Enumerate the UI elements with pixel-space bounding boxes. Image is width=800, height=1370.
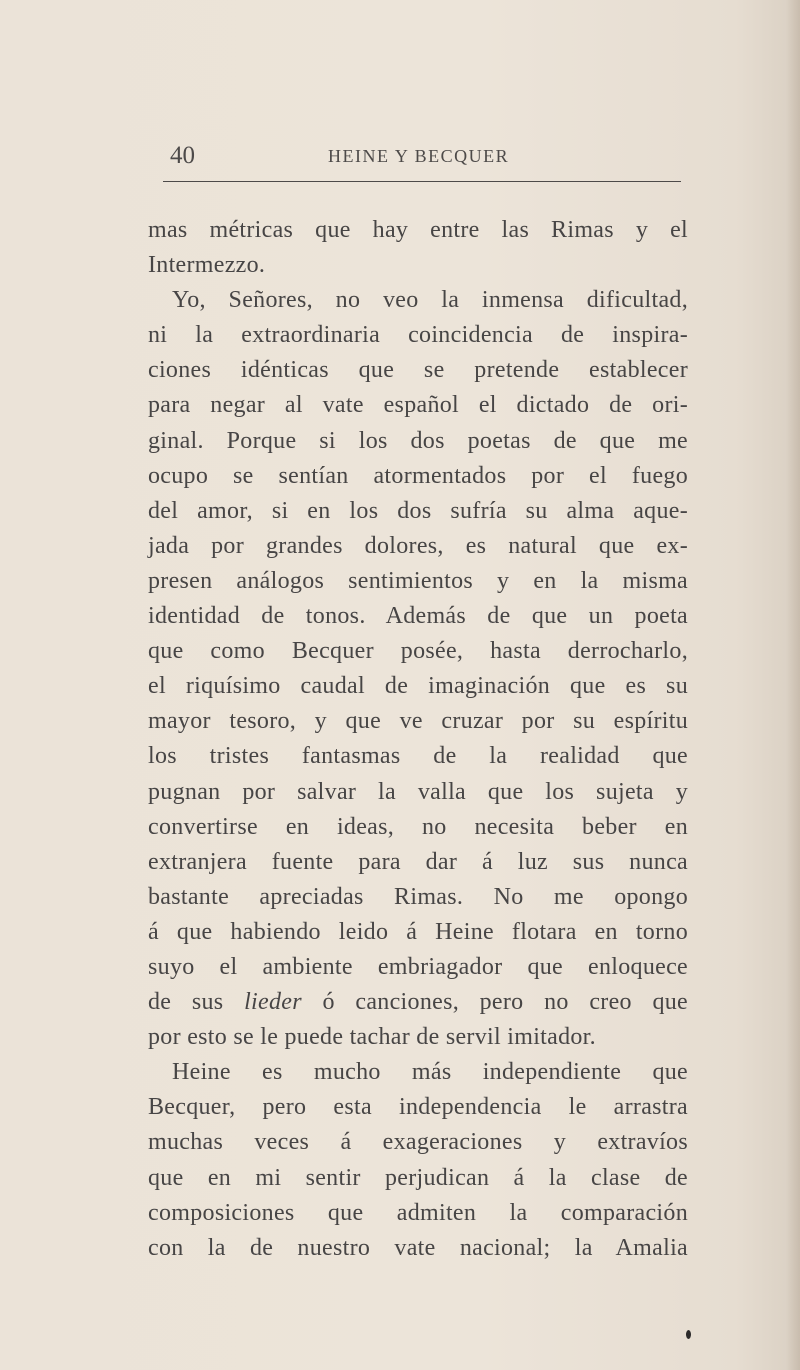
text-line: extranjera fuente para dar á luz sus nunca [148, 848, 688, 875]
text-line: el riquísimo caudal de imaginación que es su [148, 673, 688, 700]
text-line: ginal. Porque si los dos poetas de que me [148, 427, 688, 454]
text-line: mayor tesoro, y que ve cruzar por su espíritu [148, 708, 688, 735]
text-line: mas métricas que hay entre las Rimas y el [148, 217, 688, 243]
text-line: muchas veces á exageraciones y extravíos [148, 1129, 688, 1156]
text-line: suyo el ambiente embriagador que enloquece [148, 953, 688, 980]
text-line: Yo, Señores, no veo la inmensa dificultad, [172, 287, 688, 314]
text-line: Heine es mucho más independiente que [172, 1059, 688, 1086]
text-line: Becquer, pero esta independencia le arrastra [148, 1094, 688, 1121]
ink-speck [686, 1330, 691, 1339]
text-line: jada por grandes dolores, es natural que ex- [148, 532, 688, 559]
body-text [148, 213, 688, 1266]
text-line: ni la extraordinaria coincidencia de inspira- [148, 322, 688, 349]
text-line: para negar al vate español el dictado de ori- [148, 392, 688, 419]
text-line: que como Becquer posée, hasta derrocharlo, [148, 638, 688, 665]
text-line: que en mi sentir perjudican á la clase de [148, 1164, 688, 1191]
header-rule [163, 181, 681, 182]
text-line-with-italic [148, 985, 688, 1020]
text-fragment: ó canciones, pero no creo que [301, 989, 688, 1016]
text-line: por esto se le puede tachar de servil imitador. [148, 1024, 596, 1051]
text-line: bastante apreciadas Rimas. No me opongo [148, 883, 688, 910]
page-number: 40 [170, 142, 195, 169]
text-line: con la de nuestro vate nacional; la Amalia [148, 1234, 688, 1261]
running-title: HEINE Y BECQUER [328, 146, 510, 166]
text-line: convertirse en ideas, no necesita beber en [148, 813, 688, 840]
text-line: presen análogos sentimientos y en la misma [148, 567, 688, 594]
page-edge-shadow [786, 0, 800, 1370]
text-line: del amor, si en los dos sufría su alma aque- [148, 497, 688, 524]
text-line: identidad de tonos. Además de que un poeta [148, 603, 688, 630]
text-line: composiciones que admiten la comparación [148, 1199, 688, 1226]
text-line: ocupo se sentían atormentados por el fuego [148, 462, 688, 489]
text-line: los tristes fantasmas de la realidad que [148, 743, 688, 770]
text-fragment: de sus [148, 989, 245, 1016]
text-line: pugnan por salvar la valla que los sujeta y [148, 778, 688, 805]
text-line: Intermezzo. [148, 252, 266, 279]
italic-word: lieder [244, 989, 302, 1016]
text-line: á que habiendo leido á Heine flotara en torno [148, 918, 688, 945]
text-line: ciones idénticas que se pretende establecer [148, 357, 688, 384]
running-head [168, 142, 680, 176]
